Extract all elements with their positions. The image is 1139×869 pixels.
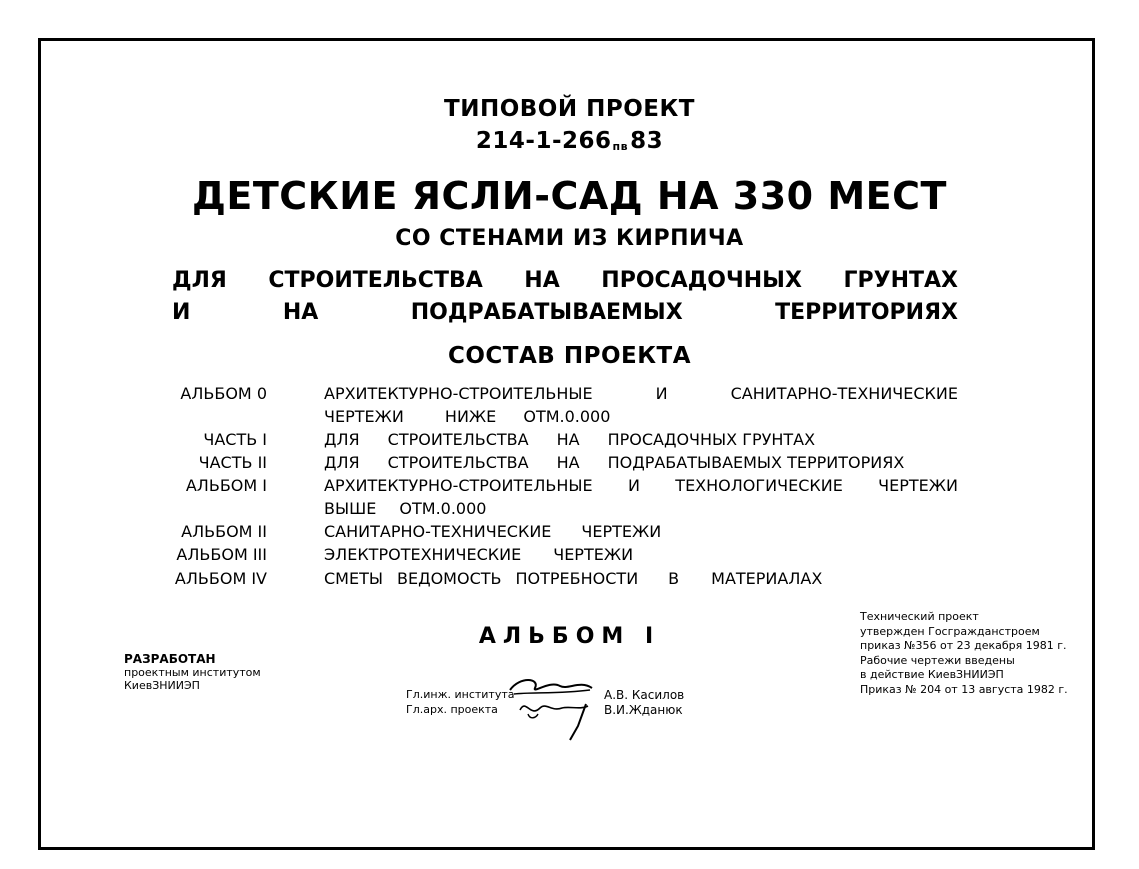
composition-desc <box>324 430 815 449</box>
composition-label: ЧАСТЬ II <box>198 453 267 472</box>
desc-word: ЧЕРТЕЖИ <box>878 476 958 495</box>
approval-line: Технический проект <box>860 610 979 623</box>
album-label: АЛЬБОМ I <box>478 624 661 649</box>
developer-line: проектным институтом <box>124 666 261 679</box>
desc-word: ВЕДОМОСТЬ <box>396 569 502 588</box>
desc-word: НА <box>556 453 580 472</box>
handwritten-signature <box>500 668 600 744</box>
composition-row <box>0 545 1139 569</box>
desc-word: МАТЕРИАЛАХ <box>711 569 823 588</box>
composition-row <box>0 430 1139 454</box>
purpose-word: ГРУНТАХ <box>843 268 958 293</box>
composition-label: АЛЬБОМ II <box>181 522 267 541</box>
signature-name: В.И.Жданюк <box>604 703 683 717</box>
desc-word: ВЫШЕ <box>324 499 377 518</box>
composition-row <box>0 384 1139 408</box>
project-number-main: 214-1-266 <box>475 128 612 154</box>
developer-org: КиевЗНИИЭП <box>124 679 200 692</box>
composition-row <box>0 453 1139 477</box>
composition-label: ЧАСТЬ I <box>203 430 267 449</box>
purpose-word: ТЕРРИТОРИЯХ <box>775 300 958 325</box>
desc-word: ПОТРЕБНОСТИ <box>515 569 639 588</box>
approval-line: приказ №356 от 23 декабря 1981 г. <box>860 639 1067 652</box>
desc-word: ОТМ.0.000 <box>523 407 611 426</box>
purpose-line-1 <box>172 268 958 293</box>
document-subtitle: СО СТЕНАМИ ИЗ КИРПИЧА <box>395 226 744 251</box>
approval-block <box>860 610 1068 697</box>
project-number <box>0 128 1139 154</box>
desc-word: ОТМ.0.000 <box>399 499 487 518</box>
approval-line: в действие КиевЗНИИЭП <box>860 668 1004 681</box>
desc-word: И <box>655 384 668 403</box>
composition-desc <box>324 453 904 472</box>
composition-label: АЛЬБОМ 0 <box>180 384 267 403</box>
composition-row <box>0 476 1139 500</box>
developer-heading: РАЗРАБОТАН <box>124 652 216 666</box>
composition-label: АЛЬБОМ III <box>176 545 267 564</box>
composition-desc <box>324 476 958 495</box>
desc-word: ПРОСАДОЧНЫХ ГРУНТАХ <box>607 430 816 449</box>
purpose-word: НА <box>524 268 560 293</box>
signature-role: Гл.арх. проекта <box>406 703 498 716</box>
composition-title: СОСТАВ ПРОЕКТА <box>448 343 691 369</box>
composition-desc <box>324 569 822 588</box>
purpose-word: СТРОИТЕЛЬСТВА <box>268 268 483 293</box>
desc-word: СТРОИТЕЛЬСТВА <box>387 430 529 449</box>
purpose-line-2 <box>172 300 958 325</box>
desc-word: СТРОИТЕЛЬСТВА <box>387 453 529 472</box>
purpose-word: ДЛЯ <box>172 268 227 293</box>
desc-word: ТЕХНОЛОГИЧЕСКИЕ <box>675 476 843 495</box>
desc-word: АРХИТЕКТУРНО-СТРОИТЕЛЬНЫЕ <box>324 384 593 403</box>
desc-word: САНИТАРНО-ТЕХНИЧЕСКИЕ <box>324 522 552 541</box>
approval-line: Приказ № 204 от 13 августа 1982 г. <box>860 682 1068 696</box>
purpose-word: ПРОСАДОЧНЫХ <box>601 268 802 293</box>
composition-label: АЛЬБОМ IV <box>174 569 267 588</box>
desc-word: ПОДРАБАТЫВАЕМЫХ ТЕРРИТОРИЯХ <box>607 453 905 472</box>
composition-continuation <box>324 407 610 426</box>
composition-label: АЛЬБОМ I <box>185 476 267 495</box>
project-number-year: 83 <box>630 128 664 154</box>
composition-desc <box>324 522 661 541</box>
document-title: ДЕТСКИЕ ЯСЛИ-САД НА 330 МЕСТ <box>192 174 947 218</box>
desc-word: НИЖЕ <box>444 407 497 426</box>
signature-role: Гл.инж. института <box>406 688 515 701</box>
typical-project-heading: ТИПОВОЙ ПРОЕКТ <box>444 96 695 122</box>
composition-continuation <box>324 499 486 518</box>
desc-word: ДЛЯ <box>324 453 360 472</box>
project-number-sub: пв <box>612 140 629 153</box>
desc-word: В <box>668 569 680 588</box>
desc-word: ДЛЯ <box>324 430 360 449</box>
desc-word: АРХИТЕКТУРНО-СТРОИТЕЛЬНЫЕ <box>324 476 593 495</box>
approval-line: Рабочие чертежи введены <box>860 653 1015 667</box>
desc-word: САНИТАРНО-ТЕХНИЧЕСКИЕ <box>730 384 958 403</box>
desc-word: ЧЕРТЕЖИ <box>553 545 634 564</box>
desc-word: НА <box>556 430 580 449</box>
developer-block <box>124 652 261 692</box>
composition-row <box>0 522 1139 546</box>
desc-word: ЧЕРТЕЖИ <box>581 522 662 541</box>
desc-word: ЭЛЕКТРОТЕХНИЧЕСКИЕ <box>324 545 522 564</box>
purpose-word: НА <box>282 300 319 325</box>
desc-word: И <box>627 476 640 495</box>
purpose-word: ПОДРАБАТЫВАЕМЫХ <box>410 300 683 325</box>
composition-desc <box>324 384 958 403</box>
desc-word: СМЕТЫ <box>324 569 383 588</box>
composition-row <box>0 569 1139 593</box>
purpose-word: И <box>172 300 191 325</box>
signature-name: А.В. Касилов <box>604 688 685 702</box>
composition-desc <box>324 545 633 564</box>
approval-line: утвержден Госгражданстроем <box>860 624 1040 638</box>
desc-word: ЧЕРТЕЖИ <box>324 407 404 426</box>
